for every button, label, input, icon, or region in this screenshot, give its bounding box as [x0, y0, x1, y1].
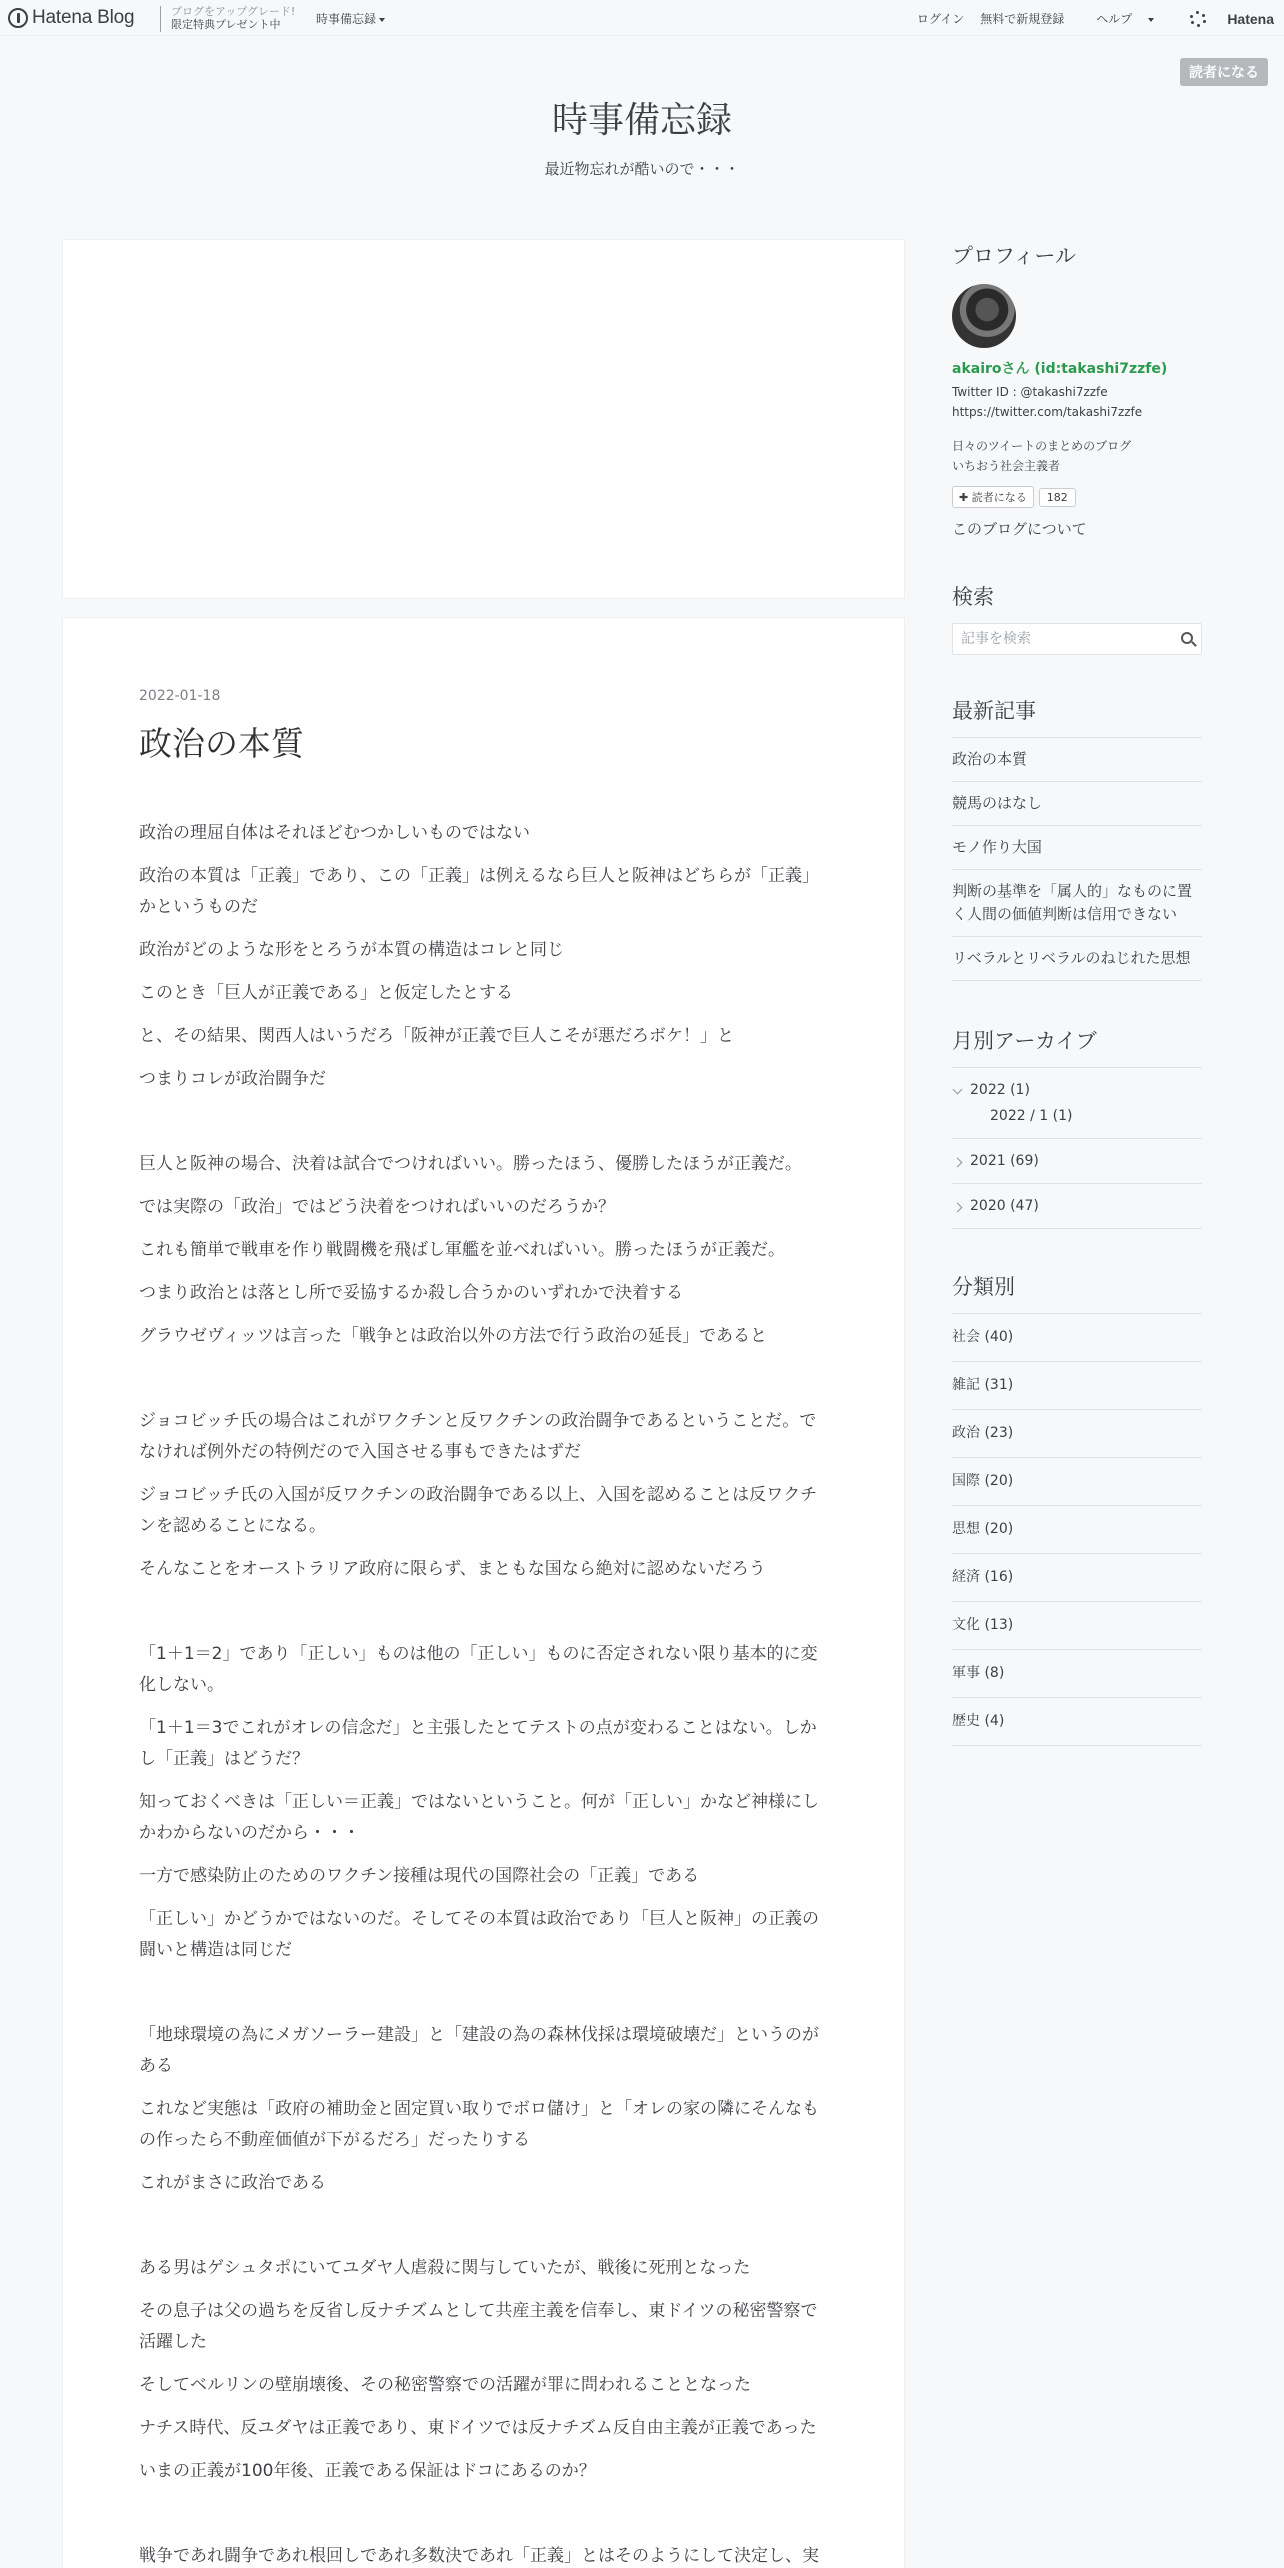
blog-menu-dropdown[interactable] — [316, 10, 385, 27]
archive-month-2022-1[interactable]: 2022 / 1 (1) — [990, 1108, 1073, 1124]
category-link[interactable]: 社会 (40) — [952, 1314, 1202, 1362]
search-heading: 検索 — [952, 585, 994, 609]
archive-year-2020[interactable] — [952, 1184, 1202, 1229]
category-link[interactable]: 軍事 (8) — [952, 1650, 1202, 1698]
article-paragraph: 政治の理屈自体はそれほどむつかしいものではない — [139, 823, 530, 843]
chevron-right-icon[interactable] — [953, 1158, 963, 1168]
archive-module — [952, 1025, 1202, 1229]
article-paragraph: このとき「巨人が正義である」と仮定したとする — [139, 983, 513, 1003]
divider — [160, 6, 161, 32]
search-module — [952, 581, 1202, 655]
category-link[interactable]: 歴史 (4) — [952, 1698, 1202, 1746]
archive-year-label: 2021 (69) — [970, 1153, 1039, 1169]
sidebar — [952, 240, 1202, 1746]
login-link[interactable]: ログイン — [916, 12, 965, 26]
article-paragraph: 「正しい」かどうかではないのだ。そしてその本質は政治であり「巨人と阪神」の正義の闘いと構造は同じだ — [139, 1909, 819, 1960]
paragraph-gap — [139, 1978, 829, 2020]
recent-entries-module — [952, 695, 1202, 981]
article-paragraph: 一方で感染防止のためのワクチン接種は現代の国際社会の「正義」である — [139, 1866, 700, 1886]
subscribe-button-sidebar[interactable] — [952, 486, 1034, 508]
article-paragraph: ある男はゲシュタポにいてユダヤ人虐殺に関与していたが、戦後に死刑となった — [139, 2258, 751, 2278]
about-blog-link[interactable]: このブログについて — [952, 520, 1087, 538]
article-paragraph: これなど実態は「政府の補助金と固定買い取りでボロ儲け」と「オレの家の隣にそんなもの作ったら不動産価値が下がるだろ」だったりする — [139, 2099, 819, 2150]
profile-module — [952, 240, 1202, 539]
recent-entries-list — [952, 737, 1202, 981]
hatena-dots-icon — [1190, 11, 1206, 27]
category-heading: 分類別 — [952, 1275, 1015, 1299]
bio-line-2: いちおう社会主義者 — [952, 459, 1061, 473]
article-paragraph: これも簡単で戦車を作り戦闘機を飛ばし軍艦を並べればいい。勝ったほうが正義だ。 — [139, 1240, 785, 1260]
paragraph-gap — [139, 1107, 829, 1149]
profile-heading: プロフィール — [952, 244, 1076, 268]
article-paragraph: ジョコビッチ氏の入国が反ワクチンの政治闘争である以上、入国を認めることは反ワクチンを認めることになる。 — [139, 1485, 818, 1536]
category-link[interactable]: 国際 (20) — [952, 1458, 1202, 1506]
category-list — [952, 1313, 1202, 1746]
category-link[interactable]: 経済 (16) — [952, 1554, 1202, 1602]
recent-entry-link[interactable]: 競馬のはなし — [952, 782, 1202, 826]
article-paragraph: ジョコビッチ氏の場合はこれがワクチンと反ワクチンの政治闘争であるということだ。でなければ例外だの特例だので入国させる事もできたはずだ — [139, 1411, 817, 1462]
chevron-down-icon[interactable] — [953, 1085, 963, 1095]
article-paragraph: そしてベルリンの壁崩壊後、その秘密警察での活躍が罪に問われることとなった — [139, 2375, 751, 2395]
article — [62, 617, 905, 2568]
category-link[interactable]: 政治 (23) — [952, 1410, 1202, 1458]
category-link[interactable]: 文化 (13) — [952, 1602, 1202, 1650]
article-paragraph: 巨人と阪神の場合、決着は試合でつければいい。勝ったほう、優勝したほうが正義だ。 — [139, 1154, 802, 1174]
blog-title[interactable]: 時事備忘録 — [551, 100, 732, 141]
header-links — [901, 10, 1274, 27]
signup-link[interactable]: 無料で新規登録 — [980, 12, 1065, 26]
upgrade-promo-link[interactable] — [171, 5, 295, 31]
category-link[interactable]: 雑記 (31) — [952, 1362, 1202, 1410]
twitter-id: Twitter ID : @takashi7zzfe — [952, 385, 1108, 399]
twitter-url: https://twitter.com/takashi7zzfe — [952, 405, 1143, 419]
article-paragraph: 「地球環境の為にメガソーラー建設」と「建設の為の森林伐採は環境破壊だ」というのがある — [139, 2025, 819, 2076]
subscribe-button-top[interactable]: 読者になる — [1180, 58, 1268, 86]
archive-heading: 月別アーカイブ — [952, 1029, 1097, 1053]
search-icon[interactable] — [1181, 632, 1193, 644]
subscribe-label: 読者になる — [971, 491, 1027, 504]
recent-entry-link[interactable]: モノ作り大国 — [952, 826, 1202, 870]
help-menu[interactable] — [1080, 10, 1154, 27]
hatena-blog-logo[interactable] — [8, 5, 134, 31]
category-link[interactable]: 思想 (20) — [952, 1506, 1202, 1554]
blog-menu-label: 時事備忘録 — [316, 12, 377, 26]
hatena-blog-logo-icon — [8, 8, 28, 28]
promo-line-1: ブログをアップグレード! — [171, 5, 296, 18]
article-paragraph: そんなことをオーストラリア政府に限らず、まともな国なら絶対に認めないだろう — [139, 1559, 766, 1579]
archive-year-label: 2020 (47) — [970, 1198, 1039, 1214]
article-paragraph: 政治がどのような形をとろうが本質の構造はコレと同じ — [139, 940, 564, 960]
hatena-label: Hatena — [1227, 10, 1274, 27]
article-paragraph: その息子は父の過ちを反省し反ナチズムとして共産主義を信奉し、東ドイツの秘密警察で活躍した — [139, 2301, 818, 2352]
article-date[interactable]: 2022-01-18 — [139, 688, 221, 704]
avatar[interactable] — [952, 284, 1016, 348]
archive-year-2022[interactable] — [952, 1068, 1202, 1139]
article-title[interactable]: 政治の本質 — [139, 724, 304, 763]
plus-icon: ✚ — [959, 491, 969, 504]
article-paragraph: ナチス時代、反ユダヤは正義であり、東ドイツでは反ナチズム反自由主義が正義であった — [139, 2418, 817, 2438]
help-label: ヘルプ — [1096, 12, 1133, 26]
profile-name-link[interactable]: akairoさん (id:takashi7zzfe) — [952, 361, 1168, 377]
article-paragraph: つまり政治とは落とし所で妥協するか殺し合うかのいずれかで決着する — [139, 1283, 683, 1303]
article-paragraph: つまりコレが政治闘争だ — [139, 1069, 326, 1089]
recent-entry-link[interactable]: 判断の基準を「属人的」なものに置く人間の価値判断は信用できない — [952, 870, 1202, 937]
article-paragraph: グラウゼヴィッツは言った「戦争とは政治以外の方法で行う政治の延長」であると — [139, 1326, 767, 1346]
search-input[interactable] — [953, 624, 1163, 654]
logo-text: Hatena Blog — [32, 7, 135, 28]
blog-description: 最近物忘れが酷いので・・・ — [544, 160, 740, 178]
archive-year-label: 2022 (1) — [970, 1082, 1030, 1098]
paragraph-gap — [139, 2499, 829, 2541]
hatena-menu[interactable] — [1174, 11, 1274, 27]
archive-list — [952, 1067, 1202, 1229]
category-module — [952, 1271, 1202, 1746]
caret-down-icon — [1148, 18, 1154, 22]
archive-year-2021[interactable] — [952, 1139, 1202, 1184]
article-paragraph: いまの正義が100年後、正義である保証はドコにあるのか？ — [139, 2461, 596, 2481]
article-paragraph: と、その結果、関西人はいうだろ「阪神が正義で巨人こそが悪だろボケ！」と — [139, 1026, 734, 1046]
paragraph-gap — [139, 1364, 829, 1406]
search-box — [952, 623, 1202, 655]
promo-line-2: 限定特典プレゼント中 — [171, 18, 281, 31]
bio-line-1: 日々のツイートのまとめのブログ — [952, 439, 1132, 453]
paragraph-gap — [139, 1597, 829, 1639]
global-header — [0, 0, 1284, 36]
article-paragraph: 戦争であれ闘争であれ根回しであれ多数決であれ「正義」とはそのようにして決定し、実 — [139, 2546, 819, 2566]
subscriber-count[interactable]: 182 — [1039, 488, 1076, 507]
paragraph-gap — [139, 2211, 829, 2253]
recent-heading: 最新記事 — [952, 699, 1036, 723]
article-paragraph: これがまさに政治である — [139, 2173, 326, 2193]
article-paragraph: 「1＋1＝3でこれがオレの信念だ」と主張したとてテストの点が変わることはない。しかし「正義」はどうだ？ — [139, 1718, 817, 1769]
recent-entry-link[interactable]: 政治の本質 — [952, 738, 1202, 782]
article-paragraph: 知っておくべきは「正しい＝正義」ではないということ。何が「正しい」かなど神様にしかわからないのだから・・・ — [139, 1792, 819, 1843]
caret-down-icon — [379, 18, 385, 22]
chevron-right-icon[interactable] — [953, 1203, 963, 1213]
article-paragraph: 「1＋1＝2」であり「正しい」ものは他の「正しい」ものに否定されない限り基本的に変化しない。 — [139, 1644, 818, 1695]
subscribe-row — [952, 486, 1202, 508]
article-paragraph: では実際の「政治」ではどう決着をつければいいのだろうか？ — [139, 1197, 615, 1217]
article-paragraph: 政治の本質は「正義」であり、この「正義」は例えるなら巨人と阪神はどちらが「正義」かというものだ — [139, 866, 819, 917]
ad-area — [62, 239, 905, 599]
article-body — [139, 818, 829, 2568]
recent-entry-link[interactable]: リベラルとリベラルのねじれた思想 — [952, 937, 1202, 981]
